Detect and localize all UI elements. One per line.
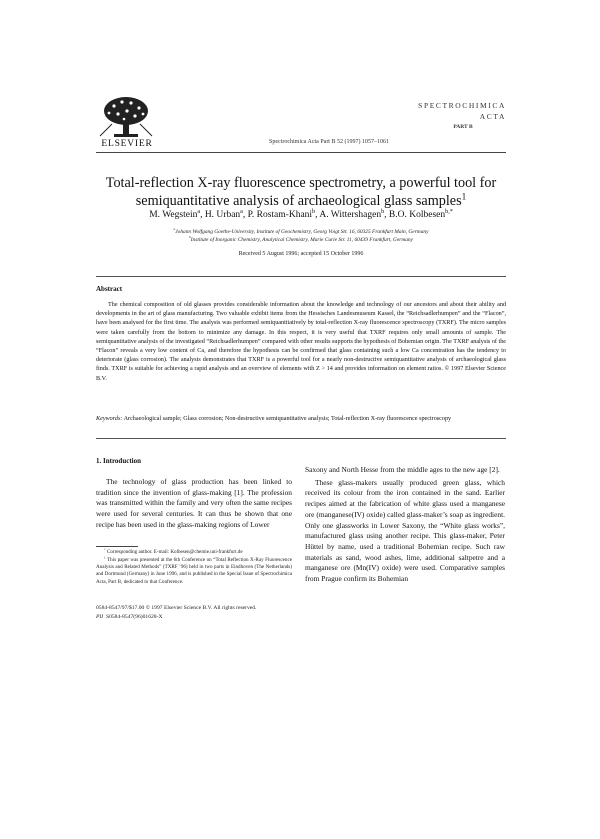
author-name: M. Wegstein xyxy=(149,210,198,220)
author-name: A. Wittershagen xyxy=(319,210,382,220)
journal-name xyxy=(416,100,506,122)
author-affiliation-marker: b xyxy=(312,208,316,215)
author-affiliation-marker: a xyxy=(240,208,243,215)
pii-value: S0584-8547(96)01628-X xyxy=(105,614,163,620)
keywords xyxy=(96,415,506,424)
abstract-text: The chemical composition of old glasses provides considerable information about the knowledge and technology of our ancestors and about their ability and developments in the art of glass manufacturing. Two valuable exhibit items from the Hessisches Landesmuseum Kassel, the “Reichsadlerhumpen” and the “Flacon”, have been analysed for the first time. The analysis was performed semiquantitatively by total-reflection X-ray fluorescence spectroscopy (TXRF). The micro samples were taken carefully from the bottom to minimize any damage. In this respect, it is very useful that TXRF requires only small amounts of sample. The semiquantitative analysis of the investigated “Reichsadlerhumpen” compared with other results supports the hypothesis of Bohemian origin. The TXRF analysis of the “Flacon” reveals a very low content of Ca, and therefore the hypothesis can be confirmed that glass containing such a low Ca concentration has the tendency to deteriorate (glass corrosion). The analysis demonstrates that TXRF is a powerful tool for a nearly non-destructive semiquantitative analysis of archaeological glass finds. TXRF is suitable for achieving a rapid analysis and an overview of elements with Z > 14 and provides information on element ratios. © 1997 Elsevier Science B.V. xyxy=(96,302,506,382)
copyright-line: 0584-8547/97/$17.00 © 1997 Elsevier Science B.V. All rights reserved. xyxy=(96,605,257,611)
footnote-marker: * xyxy=(104,547,106,552)
abstract-heading: Abstract xyxy=(96,285,123,293)
journal-name-line1: SPECTROCHIMICA xyxy=(418,101,506,110)
received-dates: Received 5 August 1996; accepted 15 October 1996 xyxy=(238,251,364,257)
affiliation-a-marker: a xyxy=(173,227,176,232)
footnote-text: This paper was presented at the 6th Conference on “Total Reflection X-Ray Fluorescence Analysis and Related Methods” (TXRF ’96) held in two parts in Eindhoven (The Netherlands) and Dortmund (Germany) in June 1996, and is published in the Special Issue of Spectrochimica Acta, Part B, dedicated to that Conference. xyxy=(96,557,293,585)
author-affiliation-marker: b,* xyxy=(445,208,453,215)
footnote-marker: 1 xyxy=(104,555,106,560)
author-name: B.O. Kolbesen xyxy=(388,210,446,220)
right-column xyxy=(305,465,505,585)
footnote-corresponding-author xyxy=(96,549,292,556)
journal-reference: Spectrochimica Acta Part B 52 (1997) 1057–1061 xyxy=(269,139,389,145)
keywords-text: Archaeological sample; Glass corrosion; Non-destructive semiquantitative analysis; Total-reflection X-ray fluorescence spectroscopy xyxy=(123,416,452,422)
affiliation-b-marker: b xyxy=(189,235,191,240)
intro-paragraph: The technology of glass production has been linked to tradition since the invention of glass-making [1]. The profession was transmitted within the family and very often the same recipes were used for several centuries. It can thus be shown that one recipe has been used in the glass-making regions of Lower xyxy=(96,477,292,529)
affiliation-a xyxy=(96,229,506,235)
affiliation-b xyxy=(96,237,506,243)
title-divider xyxy=(96,276,506,277)
title-footnote-marker: 1 xyxy=(461,191,467,202)
pii-line xyxy=(96,614,163,620)
pii-label: PII xyxy=(96,614,104,620)
intro-paragraph: Saxony and North Hesse from the middle ages to the new age [2]. xyxy=(305,465,500,474)
author-list: M. Wegstein$^a$, H. Urban$^a$, P. Rostam-Khani$^b$, A. Wittershagen$^b$, B.O. Kolbesen$^{b,*}$ xyxy=(149,208,453,220)
article-title-text: Total-reflection X-ray fluorescence spectrometry, a powerful tool for semiquantitative analysis of archaeological glass samples xyxy=(105,175,497,209)
author-name: H. Urban xyxy=(204,210,241,220)
journal-name-line2: ACTA xyxy=(479,112,506,121)
journal-part: PART B xyxy=(453,124,473,130)
elsevier-tree-logo-icon xyxy=(96,94,156,138)
footnote-conference xyxy=(96,557,292,586)
publisher-name: ELSEVIER xyxy=(101,139,153,149)
intro-paragraph: These glass-makers usually produced green glass, which received its colour from the iron contained in the sand. Earlier recipes aimed at the fabrication of white glass used a manganese ore (manganese(IV) oxide) called glass-maker’s soap as ingredient. Only one glassworks in Lower Saxony, the “White glass works”, manufactured glass using another recipe. This glass-maker, Peter Hüttel by name, used a traditional Bohemian recipe. Such raw materials as sand, wood ashes, lime, additional saltpetre and a manganese ore (Mn(IV) oxide) were used. Comparative samples from Prague confirm its Bohemian xyxy=(305,477,505,584)
footnote-text: Corresponding author. E-mail: Kolbesen@chemie.uni-frankfurt.de xyxy=(106,549,243,555)
affiliation-b-text: Institute of Inorganic Chemistry, Analytical Chemistry, Marie Curie Str. 11, 60439 Frankfurt, Germany xyxy=(190,237,413,243)
author-name: P. Rostam-Khani xyxy=(247,210,313,220)
author-affiliation-marker: b xyxy=(381,208,385,215)
author-affiliation-marker: a xyxy=(197,208,201,215)
affiliation-a-text: Johann Wolfgang Goethe-University, Institute of Geochemistry, Georg Voigt Str. 16, 60325 Frankfurt Main, Germany xyxy=(175,229,429,235)
footnote-divider xyxy=(96,546,138,547)
section-heading-introduction: 1. Introduction xyxy=(96,457,141,465)
article-title xyxy=(96,174,506,210)
abstract-divider xyxy=(96,438,506,439)
header-divider xyxy=(96,152,506,153)
keywords-label: Keywords: xyxy=(96,416,123,422)
